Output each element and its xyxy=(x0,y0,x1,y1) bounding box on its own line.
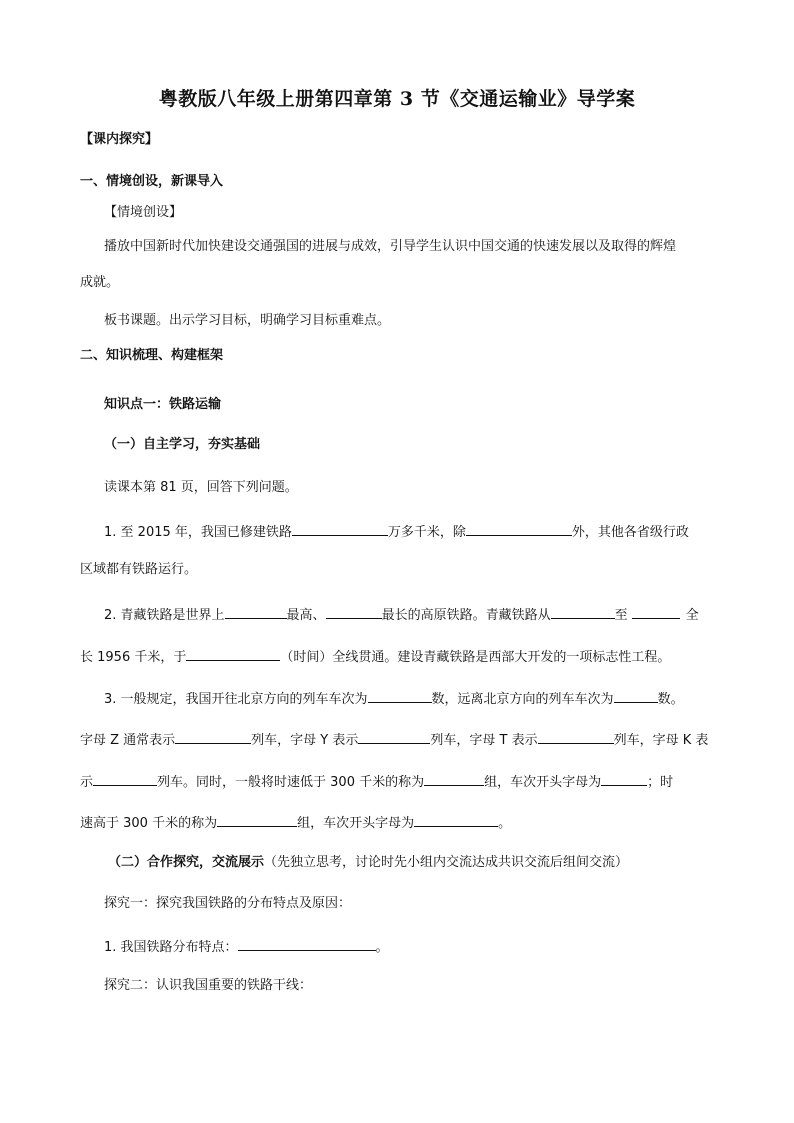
q3-blank-letter-z[interactable] xyxy=(175,731,251,744)
reading-instruction: 读课本第 81 页，回答下列问题。 xyxy=(104,480,298,495)
q2-text-a: 2. 青藏铁路是世界上 xyxy=(104,608,225,623)
q1-text-b: 万多千米，除 xyxy=(387,525,466,540)
q2-blank-longest[interactable] xyxy=(326,606,382,619)
q2-blank-from[interactable] xyxy=(551,606,615,619)
scenario-subheading: 【情境创设】 xyxy=(104,205,183,220)
q3-text-f: 列车，字母 T 表示 xyxy=(430,733,538,748)
cooperative-heading-line xyxy=(108,856,628,869)
q3-text-j: 组，车次开头字母为 xyxy=(484,775,602,790)
cooperative-note: （先独立思考，讨论时先小组内交流达成共识交流后组间交流） xyxy=(264,855,629,870)
question-1-line1 xyxy=(104,523,689,539)
explore-one-item1 xyxy=(104,938,389,954)
self-study-heading: （一）自主学习，夯实基础 xyxy=(104,437,261,452)
railway-distribution-blank[interactable] xyxy=(238,938,376,951)
q2-text-d: 至 xyxy=(614,608,628,623)
q3-text-c: 数。 xyxy=(657,692,684,707)
q3-text-e: 列车，字母 Y 表示 xyxy=(251,733,359,748)
section-inclass: 【课内探究】 xyxy=(80,132,159,147)
q3-text-m: 组，车次开头字母为 xyxy=(297,816,415,831)
q3-text-a: 3. 一般规定，我国开往北京方向的列车车次为 xyxy=(104,692,368,707)
board-title-text: 板书课题。出示学习目标，明确学习目标重难点。 xyxy=(104,313,391,328)
q1-blank-length[interactable] xyxy=(292,523,388,536)
q1-text-c: 外，其他各省级行政 xyxy=(571,525,689,540)
q3-blank-toward-beijing[interactable] xyxy=(368,690,432,703)
q2-blank-highest[interactable] xyxy=(225,606,287,619)
question-3-line4 xyxy=(80,814,511,830)
explore-two: 探究二：认识我国重要的铁路干线： xyxy=(104,978,313,993)
q3-blank-letter-k[interactable] xyxy=(93,773,157,786)
q3-blank-letter-y[interactable] xyxy=(358,731,430,744)
item1-text: 1. 我国铁路分布特点： xyxy=(104,940,238,955)
q2-blank-to[interactable] xyxy=(632,606,680,619)
q2-blank-time[interactable] xyxy=(186,648,280,661)
q1-blank-region[interactable] xyxy=(466,523,572,536)
q3-text-k: ；时 xyxy=(647,775,674,790)
question-1-line2: 区域都有铁路运行。 xyxy=(80,562,198,577)
q3-text-g: 列车，字母 K 表 xyxy=(613,733,709,748)
q3-text-b: 数，远离北京方向的列车车次为 xyxy=(431,692,614,707)
q2-text-e: 全 xyxy=(685,608,699,623)
question-2-line1 xyxy=(104,606,699,622)
cooperative-heading: （二）合作探究，交流展示 xyxy=(108,855,265,870)
q3-text-d: 字母 Z 通常表示 xyxy=(80,733,176,748)
section-one-heading: 一、情境创设，新课导入 xyxy=(80,174,224,189)
q3-text-n: 。 xyxy=(498,816,512,831)
q3-blank-away-beijing[interactable] xyxy=(614,690,658,703)
q2-text-g: （时间）全线贯通。建设青藏铁路是西部大开发的一项标志性工程。 xyxy=(280,650,671,665)
question-3-line2 xyxy=(80,731,708,747)
q2-text-b: 最高、 xyxy=(286,608,326,623)
question-3-line1 xyxy=(104,690,684,706)
q1-text-a: 1. 至 2015 年，我国已修建铁路 xyxy=(104,525,292,540)
q3-text-l: 速高于 300 千米的称为 xyxy=(80,816,218,831)
q3-blank-letter-t[interactable] xyxy=(538,731,614,744)
q2-text-c: 最长的高原铁路。青藏铁路从 xyxy=(381,608,551,623)
q3-blank-fast-group[interactable] xyxy=(217,814,297,827)
q3-blank-slow-group[interactable] xyxy=(424,773,484,786)
scenario-text-line2: 成就。 xyxy=(80,275,120,290)
question-2-line2 xyxy=(80,648,670,664)
q3-text-i: 列车。同时，一般将时速低于 300 千米的称为 xyxy=(157,775,425,790)
knowledge-point-1: 知识点一：铁路运输 xyxy=(104,397,222,412)
document-title: 粤教版八年级上册第四章第 3 节《交通运输业》导学案 xyxy=(158,88,636,110)
scenario-text-line1: 播放中国新时代加快建设交通强国的进展与成效，引导学生认识中国交通的快速发展以及取得的辉煌 xyxy=(104,239,677,254)
item1-end: 。 xyxy=(375,940,389,955)
q2-text-f: 长 1956 千米，于 xyxy=(80,650,187,665)
section-two-heading: 二、知识梳理、构建框架 xyxy=(80,348,224,363)
question-3-line3 xyxy=(80,773,673,789)
q3-text-h: 示 xyxy=(80,775,94,790)
q3-blank-slow-letter[interactable] xyxy=(601,773,647,786)
q3-blank-fast-letter[interactable] xyxy=(414,814,498,827)
explore-one: 探究一：探究我国铁路的分布特点及原因： xyxy=(104,896,352,911)
